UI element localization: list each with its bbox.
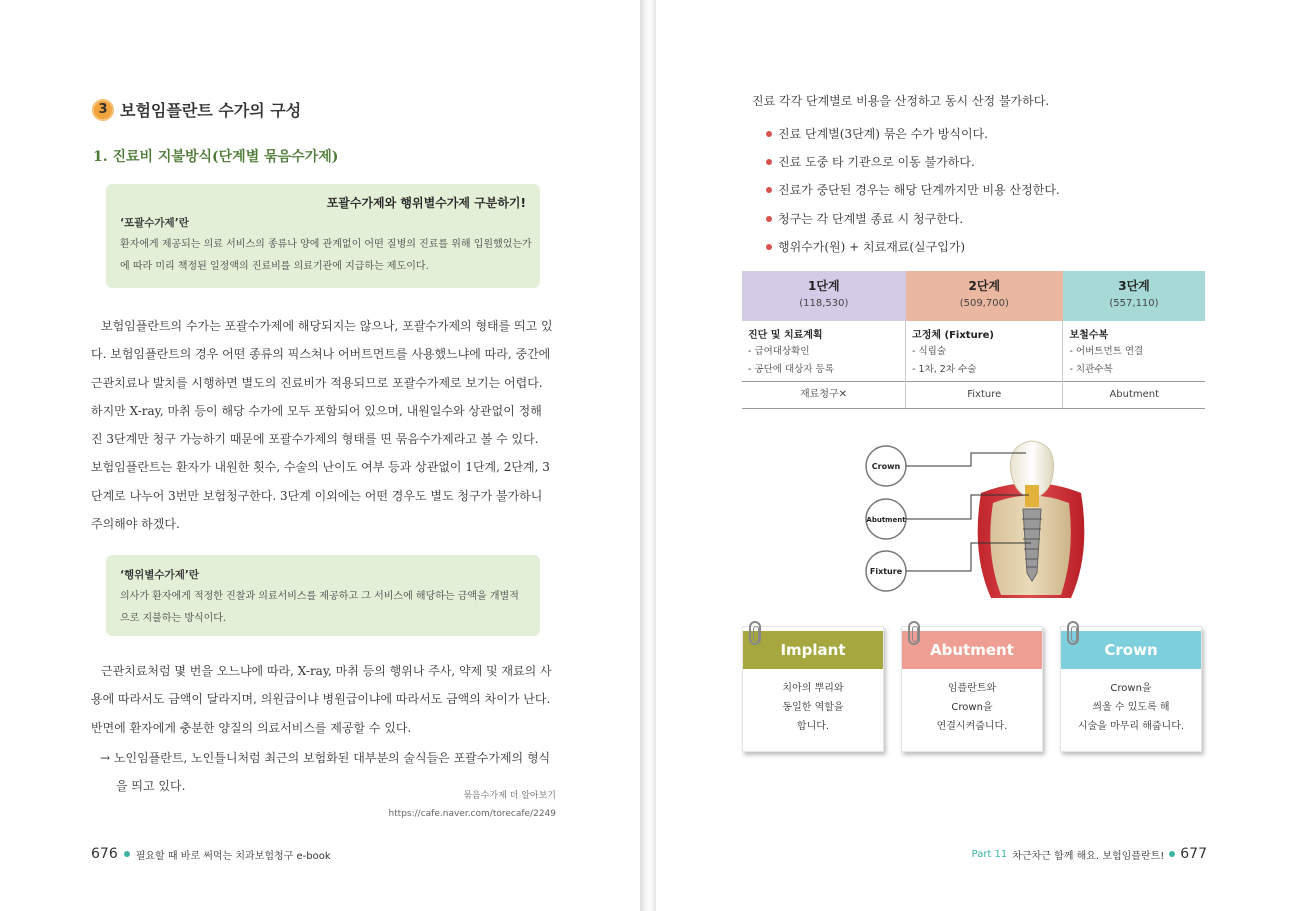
bullet-item: 진료 도중 타 기관으로 이동 불가하다. (766, 148, 1060, 176)
stage-header-row (742, 271, 1205, 321)
section-number-badge: 3 (92, 99, 114, 121)
left-footer (91, 846, 331, 862)
note-text (120, 586, 526, 630)
bullet-item: 행위수가(원) + 치료재료(실구입가) (766, 233, 1060, 261)
crown-label: Crown (871, 462, 901, 471)
section-title (92, 98, 301, 121)
bullet-dot-icon (766, 131, 772, 137)
note-term: ‘포괄수가제’란 (120, 217, 189, 229)
bullet-dot-icon (766, 159, 772, 165)
note-line: 에 따라 미리 책정된 일정액의 진료비를 의료기관에 지급하는 제도이다. (120, 261, 429, 272)
footer-dot-icon (1169, 851, 1175, 857)
bullet-dot-icon (766, 244, 772, 250)
more-info-link[interactable] (380, 787, 556, 823)
note-box-fee-for-service (106, 555, 540, 636)
left-page (0, 0, 640, 911)
paperclip-icon (749, 621, 761, 645)
bullet-item: 진료 단계별(3단계) 묶은 수가 방식이다. (766, 120, 1060, 148)
arrow-note-line: 을 띄고 있다. (116, 779, 186, 794)
stage-cell: 고정체 (Fixture) - 식립술 - 1차, 2차 수술 (906, 321, 1063, 381)
crown-leader-line (906, 453, 1026, 466)
component-cards (742, 626, 1205, 752)
stage-header: 2단계 (509,700) (906, 271, 1063, 321)
stage-table (742, 271, 1205, 409)
page-number: 677 (1180, 846, 1207, 862)
paragraph-line: 근관치료처럼 몇 번을 오느냐에 따라, X-ray, 마취 등의 행위나 주사, 약제 및 재료의 사 (101, 664, 552, 678)
stage-body-row (742, 321, 1205, 381)
card-title: Abutment (902, 631, 1042, 669)
card-implant (742, 626, 884, 752)
part-label: Part 11 (971, 848, 1008, 860)
right-page (656, 0, 1295, 911)
paragraph-line: 근관치료나 발치를 시행하면 별도의 진료비가 적용되므로 포괄수가제로 보기는 어렵다. (91, 375, 543, 390)
note-box-lump-sum (106, 184, 540, 288)
paragraph-line: 진 3단계만 청구 가능하기 때문에 포괄수가제의 형태를 띤 묶음수가제라고 볼 수 있다. (91, 432, 539, 447)
paragraph-line: 보험임플란트의 수가는 포괄수가제에 해당되지는 않으나, 포괄수가제의 형태를 띄고 있 (101, 319, 553, 333)
note-line: 의사가 환자에게 적정한 진찰과 의료서비스를 제공하고 그 서비스에 해당하는 금액을 개별적 (120, 591, 519, 602)
abutment-shape (1025, 485, 1039, 507)
stage-cell: 보철수복 - 어버트먼트 연결 - 치관수복 (1069, 330, 1144, 375)
paragraph-line: 하지만 X-ray, 마취 등이 해당 수가에 모두 포함되어 있으며, 내원일수와 상관없이 정해 (91, 403, 542, 418)
stage-header: 3단계 (557,110) (1063, 271, 1205, 321)
more-info-label: 묶음수가제 더 알아보기 (463, 791, 556, 801)
stage-foot-cell: Abutment (1063, 381, 1205, 408)
card-text: 치아의 뿌리와 동일한 역할을 합니다. (782, 683, 844, 732)
intro-text: 진료 각각 단계별로 비용을 산정하고 동시 산정 불가하다. (752, 94, 1050, 108)
note-line: 으로 지불하는 방식이다. (120, 613, 227, 624)
book-title: 필요할 때 바로 써먹는 치과보험청구 e-book (135, 850, 331, 862)
right-footer (972, 846, 1207, 862)
section-title-text: 보험임플란트 수가의 구성 (120, 101, 302, 120)
stage-foot-row (742, 381, 1205, 408)
note-heading: 포괄수가제와 행위별수가제 구분하기! (326, 196, 526, 210)
part-title: 차근차근 함께 해요. 보험임플란트! (1012, 850, 1165, 862)
paragraph-line: 보험임플란트는 환자가 내원한 횟수, 수술의 난이도 여부 등과 상관없이 1단계, 2단계, 3 (91, 460, 550, 475)
stage-foot-cell: 재료청구✕ (742, 381, 906, 408)
card-title: Implant (743, 631, 883, 669)
bullet-item: 진료가 중단된 경우는 해당 단계까지만 비용 산정한다. (766, 176, 1060, 204)
note-line: 환자에게 제공되는 의료 서비스의 종류나 양에 관계없이 어떤 질병의 진료를 위해 입원했었는가 (120, 239, 532, 250)
paragraph-line: 반면에 환자에게 충분한 양질의 의료서비스를 제공할 수 있다. (91, 720, 412, 735)
body-paragraph-2 (91, 657, 556, 742)
subsection-title: 1. 진료비 지불방식(단계별 묶음수가제) (93, 149, 339, 165)
card-crown (1060, 626, 1202, 752)
book-gutter (640, 0, 656, 911)
note-text (120, 234, 532, 278)
card-abutment (901, 626, 1043, 752)
bullet-item: 청구는 각 단계별 종료 시 청구한다. (766, 205, 1060, 233)
bullet-dot-icon (766, 216, 772, 222)
abutment-label: Abutment (866, 516, 906, 524)
footer-dot-icon (124, 851, 130, 857)
paragraph-line: 주의해야 하겠다. (91, 517, 180, 532)
card-text: Crown을 씌울 수 있도록 해 시술을 마무리 해줍니다. (1077, 683, 1185, 732)
fixture-label: Fixture (869, 567, 903, 576)
note-term: ‘행위별수가제’란 (120, 569, 199, 581)
paragraph-line: 다. 보험임플란트의 경우 어떤 종류의 픽스쳐나 어버트먼트를 사용했느냐에 따라, 중간에 (91, 347, 551, 362)
paperclip-icon (908, 621, 920, 645)
stage-foot-cell: Fixture (906, 381, 1063, 408)
page-number: 676 (91, 846, 118, 862)
stage-cell: 진단 및 치료계획 - 급여대상확인 - 공단에 대상자 등록 (742, 321, 906, 381)
arrow-icon: → (100, 751, 111, 765)
implant-diagram (861, 433, 1091, 603)
paragraph-line: 용에 따라서도 금액이 달라지며, 의원급이냐 병원급이냐에 따라서도 금액의 차이가 난다. (91, 692, 551, 707)
more-info-url[interactable]: https://cafe.naver.com/torecafe/2249 (388, 809, 556, 819)
bullet-list (766, 120, 1060, 261)
card-title: Crown (1061, 631, 1201, 669)
card-text: 임플란트와 Crown을 연결시켜줍니다. (936, 683, 1008, 732)
paragraph-line: 단계로 나누어 3번만 보험청구한다. 3단계 이외에는 어떤 경우도 별도 청구가 불가하니 (91, 488, 543, 503)
bullet-dot-icon (766, 187, 772, 193)
body-paragraph-1 (91, 312, 556, 538)
arrow-note-line: → 노인임플란트, 노인틀니처럼 최근의 보험화된 대부분의 술식들은 포괄수가제의 형식 (100, 751, 551, 765)
paperclip-icon (1067, 621, 1079, 645)
stage-header: 1단계 (118,530) (742, 271, 906, 321)
